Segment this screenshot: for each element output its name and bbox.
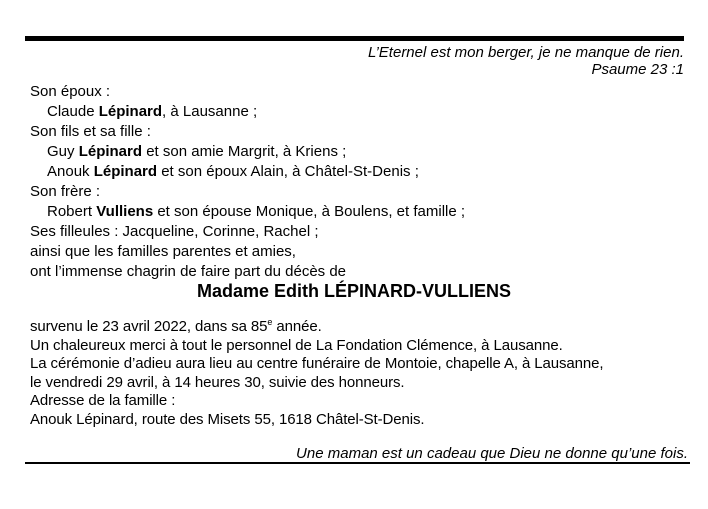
funeral-details-block (30, 318, 688, 429)
family-line: Son époux : (30, 83, 111, 100)
family-line: Claude Lépinard, à Lausanne ; (47, 103, 258, 120)
family-line: Guy Lépinard et son amie Margrit, à Kriens ; (47, 143, 347, 160)
detail-line: Adresse de la famille : (30, 392, 176, 409)
family-announcement-block (30, 82, 688, 282)
deceased-name: Madame Edith LÉPINARD-VULLIENS (196, 281, 512, 301)
closing-quote: Une maman est un cadeau que Dieu ne donne qu’une fois. (296, 445, 688, 462)
top-rule (25, 36, 684, 41)
detail-line: le vendredi 29 avril, à 14 heures 30, suivie des honneurs. (30, 373, 405, 391)
epigraph-source: Psaume 23 :1 (591, 61, 684, 78)
epigraph (0, 44, 684, 78)
family-line: Anouk Lépinard et son époux Alain, à Châtel-St-Denis ; (47, 163, 419, 180)
detail-line: survenu le 23 avril 2022, dans sa 85e année. (30, 317, 322, 335)
detail-line: La cérémonie d’adieu aura lieu au centre funéraire de Montoie, chapelle A, à Lausanne, (30, 355, 604, 372)
family-line: Robert Vulliens et son épouse Monique, à Boulens, et famille ; (47, 203, 466, 220)
family-line: Son fils et sa fille : (30, 123, 151, 140)
family-line: Son frère : (30, 183, 101, 200)
family-line: ainsi que les familles parentes et amies, (30, 243, 296, 260)
family-line: ont l’immense chagrin de faire part du décès de (30, 263, 347, 280)
detail-line: Un chaleureux merci à tout le personnel de La Fondation Clémence, à Lausanne. (30, 336, 563, 354)
bottom-rule (25, 462, 690, 464)
epigraph-quote: L’Eternel est mon berger, je ne manque de rien. (367, 44, 684, 61)
detail-line: Anouk Lépinard, route des Misets 55, 1618 Châtel-St-Denis. (30, 410, 425, 428)
family-line: Ses filleules : Jacqueline, Corinne, Rachel ; (30, 223, 319, 240)
